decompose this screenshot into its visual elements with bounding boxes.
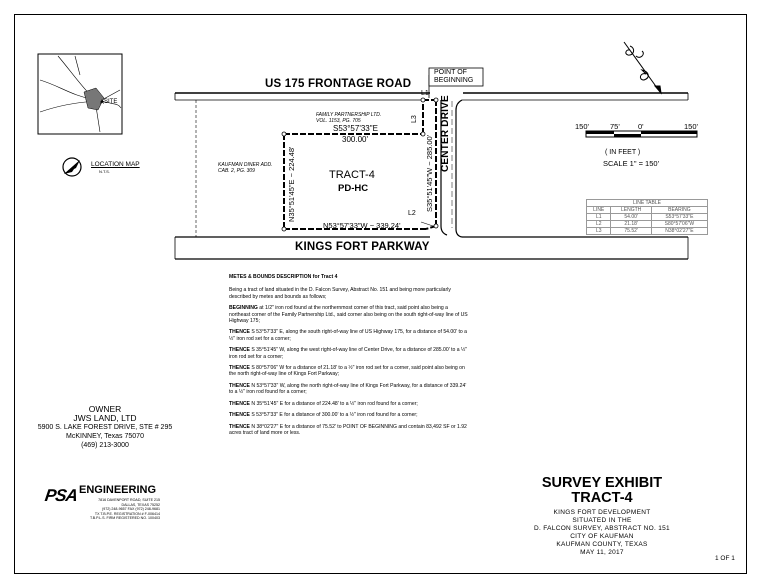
table-row xyxy=(587,221,708,228)
firm-details xyxy=(78,498,160,521)
title-sub-2: SITUATED IN THE xyxy=(572,517,632,524)
tract-name: TRACT-4 xyxy=(329,169,375,181)
metes-lead: THENCE xyxy=(229,412,250,419)
nts-label: N.T.S. xyxy=(99,169,110,174)
table-cell: 54.00' xyxy=(611,214,651,221)
owner-address-1: 5900 S. LAKE FOREST DRIVE, STE # 295 xyxy=(37,424,173,431)
sheet-number: 1 OF 1 xyxy=(715,555,735,562)
metes-text: S 53°57'33" E for a distance of 300.00' to a ½" iron rod found for a corner; xyxy=(249,412,418,419)
metes-lead: THENCE xyxy=(229,347,250,354)
pob-line1: POINT OF xyxy=(434,69,467,76)
metes-paragraph xyxy=(229,329,469,342)
family-line1: FAMILY PARTNERSHIP LTD. xyxy=(316,112,382,118)
metes-paragraph xyxy=(229,383,469,396)
table-cell: L3 xyxy=(587,228,611,235)
metes-text: S 35°51'45" W, along the west right-of-way line of Center Drive, for a distance of 285.00' to a ½" iron rod set for a corner; xyxy=(229,347,468,360)
title-line1: SURVEY EXHIBIT xyxy=(541,475,663,491)
north-bearing: S53°57'33"E xyxy=(333,124,378,133)
metes-lead: THENCE xyxy=(229,382,250,389)
metes-text: N 53°57'33" W, along the north right-of-way line of Kings Fort Parkway, for a distance of 339.24' to a ½" iron rod found for a corner; xyxy=(229,382,467,396)
metes-text: N 35°51'45" E for a distance of 224.48' to a ½" iron rod found for a corner; xyxy=(249,400,418,407)
metes-lead: THENCE xyxy=(229,329,250,336)
metes-paragraph xyxy=(229,347,469,360)
metes-lead: THENCE xyxy=(229,400,250,407)
line-table-header: LENGTH xyxy=(611,207,651,214)
metes-paragraph xyxy=(229,412,469,418)
scale-tick-2: 75' xyxy=(610,122,620,131)
firm-line: 7816 DAVENPORT ROAD, SUITE 215 xyxy=(98,498,160,502)
parkway-label: KINGS FORT PARKWAY xyxy=(295,241,430,253)
line-table-header: BEARING xyxy=(651,207,707,214)
line-table-header: LINE xyxy=(587,207,611,214)
firm-line: TX T.B.P.E. REGISTRATION # F-006414 xyxy=(94,511,160,516)
title-sub-4: CITY OF KAUFMAN xyxy=(570,533,634,540)
tract-zoning: PD-HC xyxy=(338,183,369,194)
owner-heading: OWNER xyxy=(88,404,122,414)
title-sub-3: D. FALCON SURVEY, ABSTRACT NO. 151 xyxy=(534,525,670,532)
scale-units: ( IN FEET ) xyxy=(605,149,641,156)
kaufman-diner-label xyxy=(218,162,273,174)
point-l2: L2 xyxy=(408,210,416,217)
table-cell: L2 xyxy=(587,221,611,228)
firm-name: ENGINEERING xyxy=(79,484,157,496)
location-map-box xyxy=(38,54,122,134)
metes-lead: BEGINNING xyxy=(229,305,258,312)
scale-tick-3: 0' xyxy=(638,122,644,131)
table-cell: S80°57'06"W xyxy=(651,221,707,228)
frontage-road-label: US 175 FRONTAGE ROAD xyxy=(265,78,412,90)
north-arrow-icon xyxy=(63,158,81,176)
metes-paragraph xyxy=(229,305,469,324)
site-label: SITE xyxy=(104,99,118,105)
firm-line: T.B.P.L.S. FIRM REGISTERED NO. 100403 xyxy=(89,516,160,521)
owner-address-2: McKINNEY, Texas 75070 xyxy=(66,433,144,440)
metes-intro: Being a tract of land situated in the D. Falcon Survey, Abstract No. 151 and being more particularly described by metes and bounds as follows; xyxy=(229,287,451,300)
firm-line: DALLAS, TEXAS 75252 xyxy=(121,502,160,507)
title-sub-5: KAUFMAN COUNTY, TEXAS xyxy=(556,541,648,548)
family-partnership-label xyxy=(316,112,381,124)
title-sub-6: MAY 11, 2017 xyxy=(580,549,624,556)
metes-text: at 1/2" iron rod found at the northernmost corner of this tract, said point also being a northeast corner of the Family Partnership Ltd., said corner also being on the south right-of-way line of US Highway 175; xyxy=(229,305,468,325)
location-map-label: LOCATION MAP xyxy=(91,161,140,168)
title-line2: TRACT-4 xyxy=(571,490,633,506)
family-line2: VOL. 1153, PG. 705 xyxy=(316,118,361,124)
metes-text: N 38°02'27" E for a distance of 75.52' to POINT OF BEGINNING and contain 83,492 SF or 1.92 acres tract of land more or less. xyxy=(229,423,467,436)
pob-line2: BEGINNING xyxy=(434,77,474,84)
point-l3: L3 xyxy=(411,115,418,123)
owner-phone: (469) 213-3000 xyxy=(81,442,129,449)
south-bearing: N53°57'33"W ~ 339.24' xyxy=(323,221,401,230)
center-drive-label: CENTER DRIVE xyxy=(440,95,451,172)
table-cell: S53°57'33"E xyxy=(651,214,707,221)
west-bearing: N35°51'45"E ~ 224.48' xyxy=(287,146,296,222)
title-sub-1: KINGS FORT DEVELOPMENT xyxy=(553,509,651,516)
metes-text: S 53°57'33" E, along the south right-of-way line of US Highway 175, for a distance of 54.00' to a ½" iron rod set for a corner; xyxy=(229,329,467,342)
metes-paragraph xyxy=(229,401,469,407)
table-row xyxy=(587,228,708,235)
scale-tick-4: 150' xyxy=(684,122,698,131)
title-block xyxy=(502,476,702,557)
line-table-title: LINE TABLE xyxy=(587,200,708,207)
east-bearing: S35°51'45"W ~ 285.00' xyxy=(425,134,434,212)
table-cell: 75.52' xyxy=(611,228,651,235)
scale-tick-1: 150' xyxy=(575,122,589,131)
scale-text: SCALE 1" = 150' xyxy=(603,159,660,168)
table-cell: 21.18' xyxy=(611,221,651,228)
kaufman-line1: KAUFMAN DINER ADD. xyxy=(218,162,273,168)
main-north-arrow-icon xyxy=(624,42,661,93)
line-table xyxy=(586,199,708,235)
metes-text: S 80°57'06" W for a distance of 21.18' to a ½" iron rod set for a corner, said point also being on the north right-of-way line of Kings Fort Parkway; xyxy=(229,365,465,378)
owner-name: JWS LAND, LTD xyxy=(73,413,137,423)
metes-paragraph xyxy=(229,424,469,437)
point-l1: L1 xyxy=(421,90,429,97)
table-row xyxy=(587,214,708,221)
owner-block xyxy=(30,405,180,450)
table-cell: L1 xyxy=(587,214,611,221)
firm-logo: PSA xyxy=(43,486,79,505)
metes-paragraph xyxy=(229,365,469,378)
metes-lead: THENCE xyxy=(229,365,250,372)
metes-lead: THENCE xyxy=(229,423,250,430)
metes-bounds-description xyxy=(229,274,469,441)
firm-line: (972) 248-9657 FAX (972) 248-9681 xyxy=(102,507,160,512)
pob-label xyxy=(434,69,473,85)
metes-title: METES & BOUNDS DESCRIPTION for Tract 4 xyxy=(229,274,338,280)
scale-bar xyxy=(586,131,697,137)
table-cell: N38°02'27"E xyxy=(651,228,707,235)
kaufman-line2: CAB. 2, PG. 309 xyxy=(218,168,255,174)
north-distance: 300.00' xyxy=(342,135,368,144)
